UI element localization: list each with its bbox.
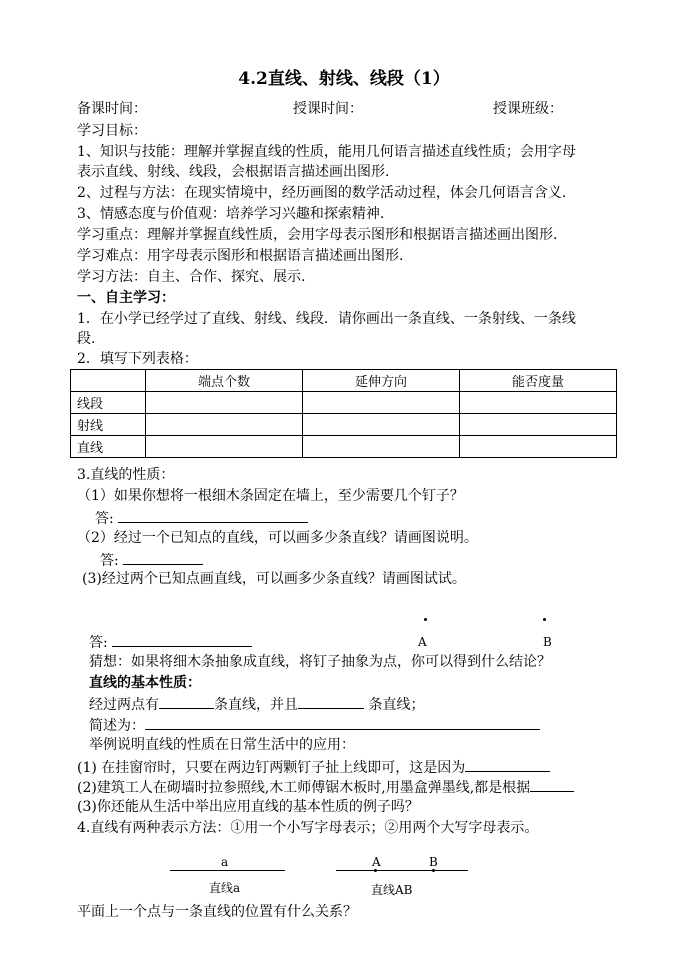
answer-blank[interactable] bbox=[118, 508, 308, 523]
table-cell[interactable] bbox=[460, 436, 617, 458]
line-ab-point-b-label: B bbox=[429, 855, 438, 869]
line-ab-point-b-dot bbox=[432, 869, 435, 872]
key-point: 学习重点：理解并掌握直线性质，会用字母表示图形和根据语言描述画出图形. bbox=[77, 227, 558, 243]
objective-1a: 1、知识与技能：理解并掌握直线的性质，能用几何语言描述直线性质；会用字母 bbox=[77, 144, 576, 160]
example-2 bbox=[77, 777, 574, 797]
answer-2 bbox=[100, 550, 203, 570]
line-ab bbox=[336, 870, 468, 871]
line-a-caption: 直线a bbox=[209, 881, 241, 895]
teach-time-label: 授课时间： bbox=[293, 101, 363, 117]
table-row bbox=[71, 414, 617, 436]
answer-blank[interactable] bbox=[298, 694, 364, 709]
property-text-2: 条直线，并且 bbox=[214, 697, 298, 713]
brief-line bbox=[89, 715, 540, 735]
point-a-dot bbox=[424, 618, 427, 621]
table-cell[interactable] bbox=[146, 414, 303, 436]
line-ab-point-a-label: A bbox=[372, 855, 381, 869]
table-row bbox=[71, 392, 617, 414]
point-b-dot bbox=[543, 618, 546, 621]
q3-part2: （2）经过一个已知点的直线，可以画多少条直线？请画图说明。 bbox=[77, 530, 478, 546]
objectives-heading: 学习目标： bbox=[77, 123, 147, 139]
property-text-1: 经过两点有 bbox=[89, 697, 159, 713]
answer-blank[interactable] bbox=[530, 777, 574, 792]
point-a-label: A bbox=[418, 635, 427, 649]
brief-label: 简述为： bbox=[89, 718, 145, 734]
question-1b: 段. bbox=[77, 331, 96, 347]
table-cell[interactable] bbox=[460, 392, 617, 414]
table-cell[interactable] bbox=[303, 414, 460, 436]
example-3: (3)你还能从生活中举出应用直线的基本性质的例子吗？ bbox=[77, 799, 419, 815]
row-label: 线段 bbox=[71, 392, 146, 414]
table-row bbox=[71, 436, 617, 458]
closing-question: 平面上一个点与一条直线的位置有什么关系？ bbox=[77, 904, 357, 920]
table-cell[interactable] bbox=[146, 392, 303, 414]
answer-blank[interactable] bbox=[123, 550, 203, 565]
example-1 bbox=[77, 757, 550, 777]
answer-label: 答: bbox=[95, 511, 114, 527]
difficulty: 学习难点：用字母表示图形和根据语言描述画出图形. bbox=[77, 248, 404, 264]
point-b-label: B bbox=[543, 635, 552, 649]
class-label: 授课班级： bbox=[493, 101, 563, 117]
prep-time-label: 备课时间： bbox=[77, 101, 147, 117]
objective-3: 3、情感态度与价值观：培养学习兴趣和探索精神. bbox=[77, 206, 385, 222]
property-heading: 直线的基本性质： bbox=[89, 675, 201, 691]
table-cell[interactable] bbox=[146, 436, 303, 458]
table-header-cell bbox=[71, 370, 146, 392]
table-cell[interactable] bbox=[460, 414, 617, 436]
guess-text: 猜想：如果将细木条抽象成直线，将钉子抽象为点，你可以得到什么结论？ bbox=[89, 654, 551, 670]
table-header-row bbox=[71, 370, 617, 392]
answer-3 bbox=[89, 632, 252, 652]
page-title: 4.2直线、射线、线段（1） bbox=[238, 69, 450, 89]
line-ab-caption: 直线AB bbox=[371, 883, 413, 897]
line-a bbox=[170, 870, 285, 871]
q3-heading: 3.直线的性质： bbox=[77, 467, 175, 483]
objective-1b: 表示直线、射线、线段，会根据语言描述画出图形. bbox=[77, 164, 390, 180]
q3-part1: （1）如果你想将一根细木条固定在墙上，至少需要几个钉子？ bbox=[77, 488, 464, 504]
table-cell[interactable] bbox=[303, 436, 460, 458]
answer-label: 答: bbox=[89, 635, 108, 651]
answer-blank[interactable] bbox=[112, 632, 252, 647]
answer-blank[interactable] bbox=[465, 757, 550, 772]
answer-label: 答: bbox=[100, 553, 119, 569]
table-header-cell: 能否度量 bbox=[460, 370, 617, 392]
question-1a: 1．在小学已经学过了直线、射线、线段．请你画出一条直线、一条射线、一条线 bbox=[77, 311, 576, 327]
row-label: 直线 bbox=[71, 436, 146, 458]
table-cell[interactable] bbox=[303, 392, 460, 414]
fill-table bbox=[70, 369, 617, 458]
objective-2: 2、过程与方法：在现实情境中，经历画图的数学活动过程，体会几何语言含义. bbox=[77, 185, 567, 201]
property-text-3: 条直线； bbox=[368, 697, 425, 713]
question-2: 2．填写下列表格： bbox=[77, 351, 198, 367]
property-line bbox=[89, 694, 424, 714]
example-1-text: (1) 在挂窗帘时，只要在两边钉两颗钉子扯上线即可，这是因为 bbox=[77, 760, 466, 776]
table-header-cell: 端点个数 bbox=[146, 370, 303, 392]
section-heading: 一、自主学习： bbox=[77, 290, 175, 306]
q4-text: 4.直线有两种表示方法：①用一个小写字母表示；②用两个大写字母表示。 bbox=[77, 820, 539, 836]
example-heading: 举例说明直线的性质在日常生活中的应用： bbox=[89, 737, 355, 753]
answer-blank[interactable] bbox=[145, 715, 540, 730]
q3-part3: (3)经过两个已知点画直线，可以画多少条直线？请画图试试。 bbox=[82, 571, 466, 587]
answer-1 bbox=[95, 508, 308, 528]
line-ab-point-a-dot bbox=[374, 869, 377, 872]
example-2-text: (2)建筑工人在砌墙时拉参照线,木工师傅锯木板时,用墨盒弹墨线,都是根据 bbox=[77, 780, 531, 796]
table-header-cell: 延伸方向 bbox=[303, 370, 460, 392]
answer-blank[interactable] bbox=[159, 694, 214, 709]
method: 学习方法：自主、合作、探究、展示. bbox=[77, 269, 306, 285]
line-a-label: a bbox=[221, 855, 229, 869]
row-label: 射线 bbox=[71, 414, 146, 436]
